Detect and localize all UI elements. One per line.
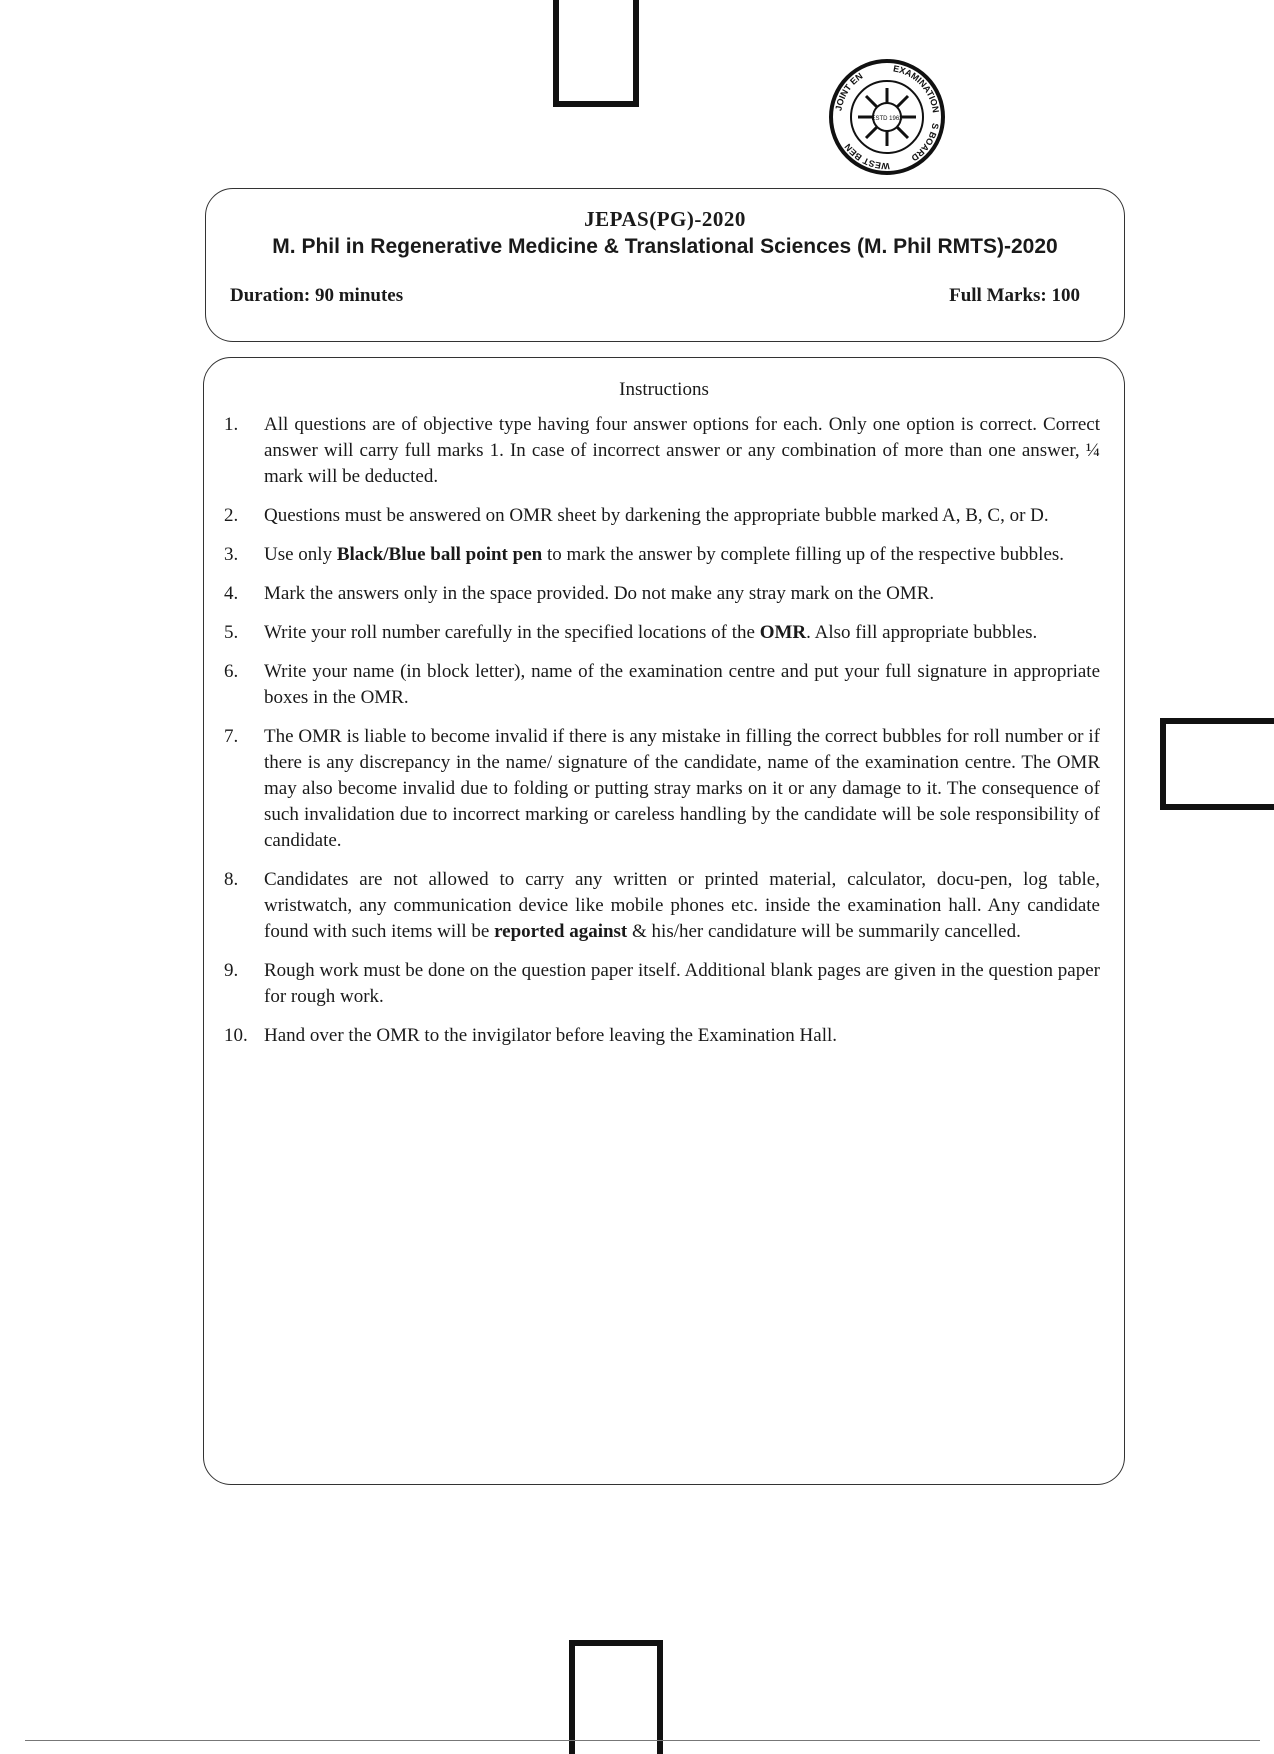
seal-text-left: JOINT EN (833, 70, 865, 112)
seal-text-right: S BOARD (909, 122, 941, 164)
instruction-text (264, 869, 1100, 942)
instruction-emphasis: reported against (494, 921, 628, 942)
instruction-item (204, 958, 1124, 1010)
seal-center-text: ESTD 1962 (871, 116, 903, 122)
instruction-item (204, 620, 1124, 646)
registration-mark-right (1160, 718, 1274, 810)
instruction-number: 6. (224, 661, 239, 682)
instruction-number: 1. (224, 414, 239, 435)
instruction-text (264, 544, 1064, 565)
program-title: M. Phil in Regenerative Medicine & Translational Sciences (M. Phil RMTS)-2020 (272, 235, 1058, 258)
instruction-segment: & his/her candidature will be summarily cancelled. (627, 921, 1021, 942)
instruction-segment: to mark the answer by complete filling up of the respective bubbles. (542, 544, 1065, 565)
instruction-text (264, 622, 1037, 643)
full-marks-label: Full Marks: 100 (949, 285, 1080, 306)
registration-mark-bottom (569, 1640, 663, 1754)
instruction-segment: Write your roll number carefully in the specified locations of the (264, 622, 760, 643)
instruction-segment: Rough work must be done on the question paper itself. Additional blank pages are given in the question paper for rough work. (264, 960, 1100, 1007)
instruction-segment: The OMR is liable to become invalid if there is any mistake in filling the correct bubbles for roll number or if there is any discrepancy in the name/ signature of the candidate, name of the examination centre. The OMR may also become invalid due to folding or putting stray marks on it or any damage to it. The consequence of such invalidation due to incorrect marking or careless handling by the candidate will be sole responsibility of candidate. (264, 726, 1100, 851)
instruction-item (204, 659, 1124, 711)
instruction-segment: Candidates are not allowed to carry any written or printed material, calculator, docu-pen, log table, wristwatch, any communication device like mobile phones etc. inside the examination hall. Any candidate found with such items will be (264, 869, 1100, 942)
instruction-segment: All questions are of objective type having four answer options for each. Only one option is correct. Correct answer will carry full marks 1. In case of incorrect answer or any combination of more than one answer, ¼ mark will be deducted. (264, 414, 1100, 487)
instruction-segment: Questions must be answered on OMR sheet by darkening the appropriate bubble marked A, B, C, or D. (264, 505, 1049, 526)
instruction-segment: Use only (264, 544, 337, 565)
instruction-text (264, 1025, 837, 1046)
seal-text-top: EXAMINATION (892, 63, 941, 114)
instruction-text (264, 726, 1100, 851)
instruction-text (264, 960, 1100, 1007)
instruction-text (264, 661, 1100, 708)
instruction-item (204, 581, 1124, 607)
instruction-number: 5. (224, 622, 239, 643)
instruction-item (204, 724, 1124, 854)
instruction-item (204, 867, 1124, 945)
registration-mark-top (553, 0, 639, 107)
instructions-list (204, 412, 1124, 1062)
instruction-number: 4. (224, 583, 239, 604)
seal-text-bottom: WEST BEN (842, 141, 890, 172)
instruction-item (204, 412, 1124, 490)
instruction-number: 9. (224, 960, 239, 981)
instruction-number: 3. (224, 544, 239, 565)
instruction-number: 10. (224, 1025, 248, 1046)
exam-header-box (205, 188, 1125, 342)
instruction-segment: . Also fill appropriate bubbles. (806, 622, 1038, 643)
instruction-segment: Hand over the OMR to the invigilator before leaving the Examination Hall. (264, 1025, 838, 1046)
instruction-item (204, 1023, 1124, 1049)
instruction-segment: Mark the answers only in the space provided. Do not make any stray mark on the OMR. (264, 583, 935, 604)
instruction-item (204, 503, 1124, 529)
instruction-number: 7. (224, 726, 239, 747)
instruction-number: 2. (224, 505, 239, 526)
instruction-segment: Write your name (in block letter), name of the examination centre and put your full signature in appropriate boxes in the OMR. (264, 661, 1100, 708)
instruction-emphasis: OMR (759, 622, 807, 643)
instructions-heading: Instructions (619, 379, 709, 400)
exam-code: JEPAS(PG)-2020 (584, 207, 746, 231)
instructions-box (203, 357, 1125, 1485)
duration-label: Duration: 90 minutes (230, 285, 404, 306)
board-seal-icon (828, 58, 946, 176)
instruction-item (204, 542, 1124, 568)
instruction-emphasis: Black/Blue ball point pen (336, 544, 543, 565)
instruction-text (264, 583, 934, 604)
instruction-number: 8. (224, 869, 239, 890)
bottom-rule (25, 1740, 1260, 1741)
instruction-text (264, 505, 1049, 526)
instruction-text (264, 414, 1100, 487)
